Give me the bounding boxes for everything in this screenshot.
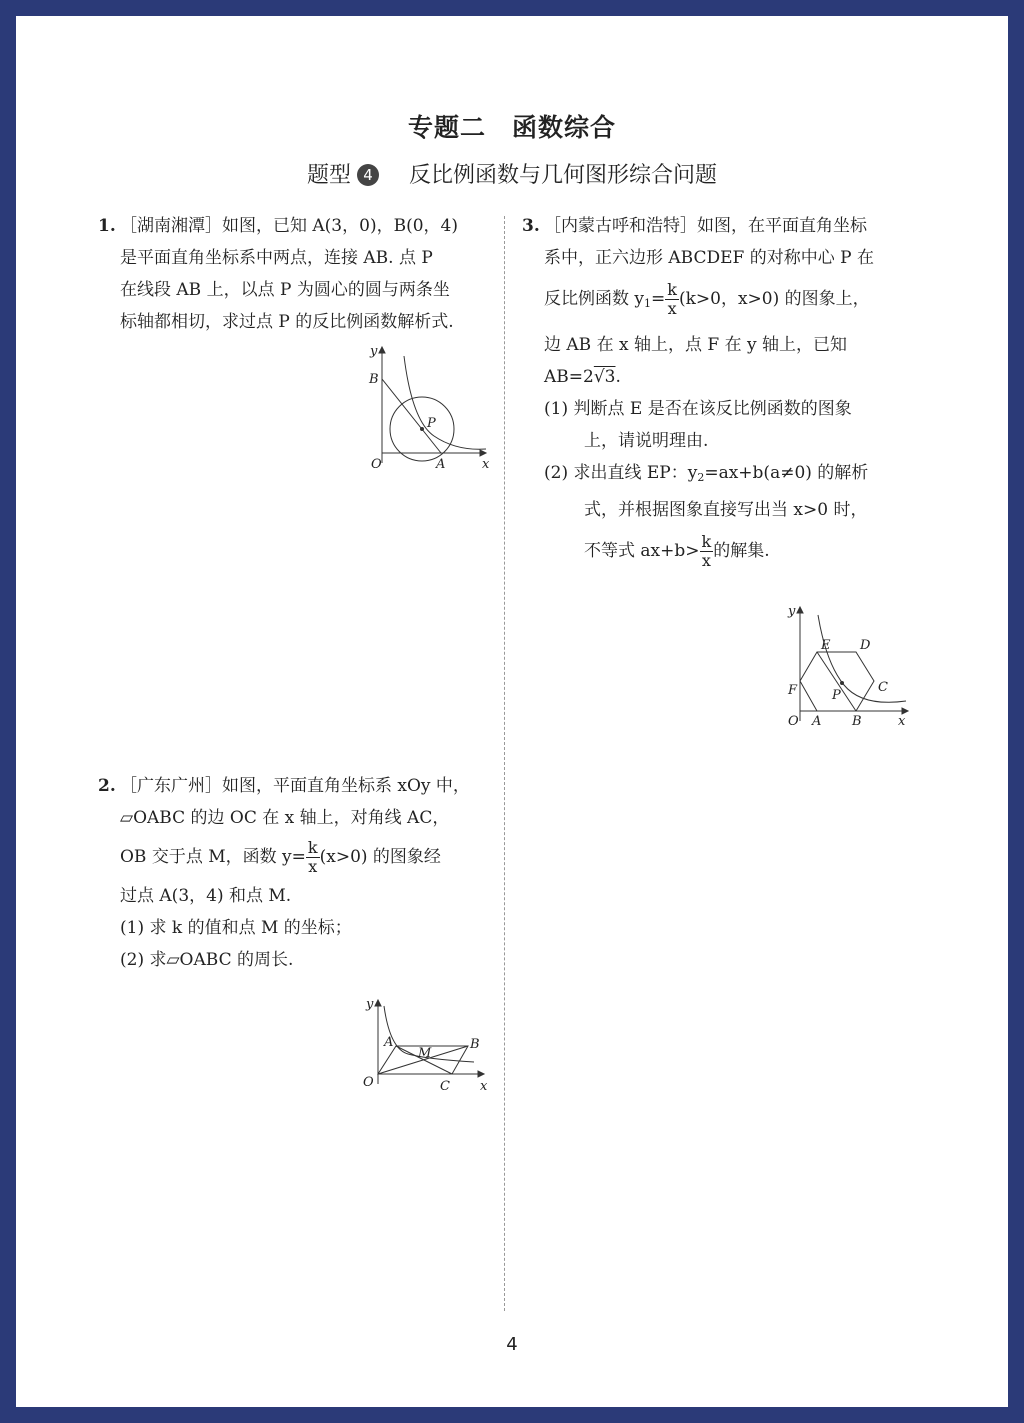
problem-3 <box>522 210 942 576</box>
svg-text:C: C <box>878 680 888 695</box>
question-1-cont: 上，请说明理由. <box>584 431 709 451</box>
question-1: (1) 判断点 E 是否在该反比例函数的图象 <box>544 399 852 419</box>
svg-text:x: x <box>482 457 490 471</box>
svg-text:P: P <box>832 688 841 703</box>
question-2-cont: 式，并根据图象直接写出当 x>0 时， <box>584 500 868 520</box>
subtitle-prefix: 题型 <box>306 163 351 188</box>
question-1: (1) 求 k 的值和点 M 的坐标； <box>120 918 352 938</box>
problem-text-line: 标轴都相切，求过点 P 的反比例函数解析式. <box>120 312 454 332</box>
page-title: 专题二 函数综合 <box>407 113 616 142</box>
problem-2 <box>98 770 498 976</box>
page <box>16 16 1008 1407</box>
svg-text:P: P <box>427 416 436 431</box>
svg-text:y: y <box>788 604 796 619</box>
svg-text:C: C <box>440 1079 450 1094</box>
problem-text-line: 在线段 AB 上，以点 P 为圆心的圆与两条坐 <box>120 280 450 300</box>
problem-text-line: 边 AB 在 x 轴上，点 F 在 y 轴上，已知 <box>544 335 847 355</box>
hyperbola-curve <box>404 356 486 449</box>
svg-text:A: A <box>812 714 822 726</box>
problem-text-line: ［广东广州］如图，平面直角坐标系 xOy 中， <box>120 776 470 796</box>
problem-number: 2. <box>98 776 116 796</box>
problem-text-line: 系中，正六边形 ABCDEF 的对称中心 P 在 <box>544 248 874 268</box>
problem-number: 3. <box>522 216 540 236</box>
question-2: (2) 求出直线 EP：$y_2=ax+b(a\ne 0)$ 的解析 <box>544 463 869 484</box>
svg-text:A: A <box>384 1035 394 1050</box>
svg-text:O: O <box>363 1075 374 1090</box>
problem-text-line: 过点 A(3，4) 和点 M. <box>120 886 292 906</box>
figure-2 <box>356 994 491 1094</box>
svg-text:M: M <box>418 1046 432 1061</box>
svg-text:B: B <box>470 1037 480 1052</box>
svg-text:O: O <box>788 714 799 726</box>
svg-text:B: B <box>852 714 862 726</box>
svg-text:E: E <box>821 638 831 653</box>
problem-number: 1. <box>98 216 116 236</box>
problem-text-line: 是平面直角坐标系中两点，连接 AB. 点 P <box>120 248 433 268</box>
svg-text:D: D <box>860 638 871 653</box>
problem-1 <box>98 210 498 338</box>
problem-text-line: 反比例函数 $y_1=$ $\frac{k}{x}$ (k>0，x>0) 的图象上， <box>544 280 870 318</box>
svg-text:F: F <box>788 683 798 698</box>
svg-text:y: y <box>366 997 374 1012</box>
svg-text:y: y <box>370 344 378 359</box>
subtitle-number-badge: 4 <box>357 164 379 186</box>
svg-text:x: x <box>480 1079 488 1094</box>
problem-text-line: ［内蒙古呼和浩特］如图，在平面直角坐标 <box>544 216 867 236</box>
problem-text-line: AB=2√3. <box>544 367 621 387</box>
figure-1 <box>364 341 494 471</box>
question-2-cont: 不等式 ax+b> $\frac{k}{x}$ 的解集. <box>584 532 770 570</box>
section-subtitle <box>16 158 1008 189</box>
svg-text:O: O <box>371 457 382 471</box>
figure-3 <box>784 601 914 726</box>
svg-text:B: B <box>369 372 379 387</box>
svg-text:x: x <box>898 714 906 726</box>
problem-text-line: ［湖南湘潭］如图，已知 A(3，0)，B(0，4) <box>120 216 458 236</box>
subtitle-text: 反比例函数与几何图形综合问题 <box>409 163 718 188</box>
svg-text:A: A <box>436 457 446 471</box>
problem-text-line: OB 交于点 M，函数 y= $\frac{k}{x}$ (x>0) 的图象经 <box>120 838 441 876</box>
column-divider <box>504 216 505 1311</box>
question-2: (2) 求▱OABC 的周长. <box>120 950 294 970</box>
page-number: 4 <box>506 1334 518 1355</box>
problem-text-line: ▱OABC 的边 OC 在 x 轴上，对角线 AC， <box>120 808 450 828</box>
